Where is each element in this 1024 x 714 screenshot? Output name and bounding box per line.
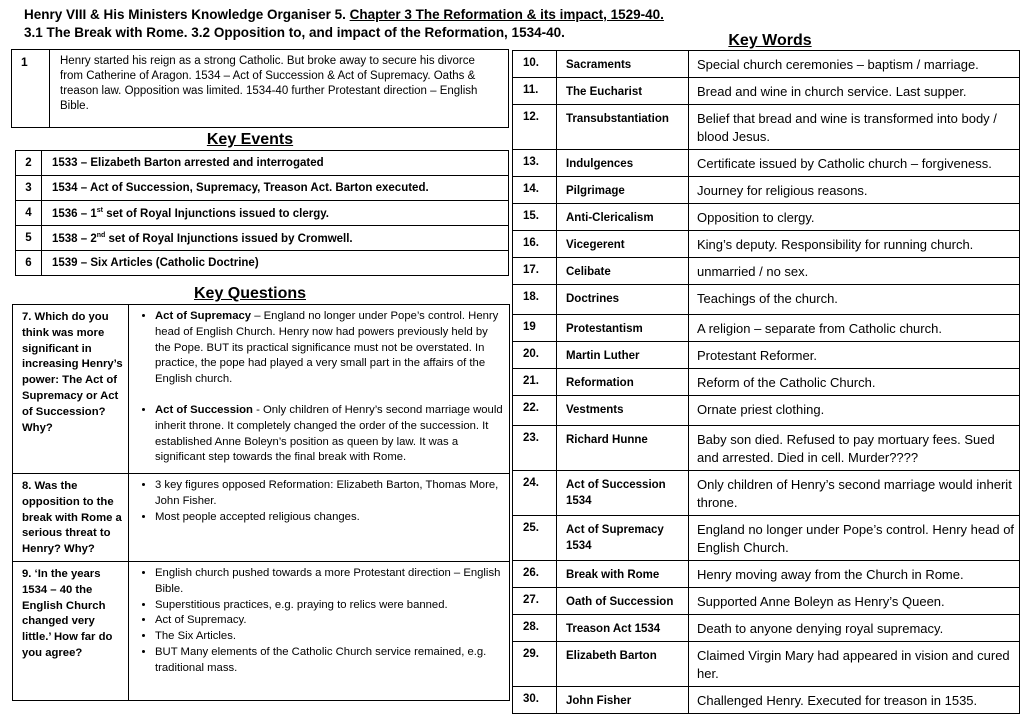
intro-number: 1 [12, 50, 50, 128]
key-word-number: 19 [513, 315, 557, 342]
key-word-term: Sacraments [557, 51, 689, 78]
key-word-term: Celibate [557, 258, 689, 285]
key-word-number: 26. [513, 561, 557, 588]
answer-cell [129, 562, 510, 701]
event-number: 2 [16, 151, 42, 176]
key-word-definition: Journey for religious reasons. [689, 177, 1020, 204]
key-word-definition: Henry moving away from the Church in Rome. [689, 561, 1020, 588]
answer-cell [129, 474, 510, 562]
intro-table [11, 49, 509, 128]
key-word-row [513, 687, 1020, 714]
event-row [16, 251, 509, 276]
event-text: 1536 – 1st set of Royal Injunctions issued to clergy. [42, 201, 509, 226]
answer-point: • Act of Supremacy. [155, 613, 503, 629]
event-text: 1533 – Elizabeth Barton arrested and interrogated [42, 151, 509, 176]
key-word-row [513, 285, 1020, 315]
key-word-definition: unmarried / no sex. [689, 258, 1020, 285]
answer-point: • Act of Supremacy – England no longer under Pope’s control. Henry head of English Church. Henry now had powers previously held by the Pope. BUT its practical significance must not be overstated. In practice, the pope had played a very small part in the affairs of the English church. [155, 309, 503, 388]
key-word-term: Indulgences [557, 150, 689, 177]
key-word-definition: Supported Anne Boleyn as Henry’s Queen. [689, 588, 1020, 615]
key-word-number: 27. [513, 588, 557, 615]
key-word-row [513, 204, 1020, 231]
key-word-definition: Protestant Reformer. [689, 342, 1020, 369]
event-row [16, 226, 509, 251]
key-word-row [513, 588, 1020, 615]
answer-point: • Act of Succession - Only children of Henry’s second marriage would inherit throne. It completely changed the order of the succession. It established Anne Boleyn’s position as queen by law. It was a significant step towards the final break with Rome. [155, 403, 503, 466]
key-word-number: 22. [513, 396, 557, 426]
question-text: 7. Which do you think was more significant in increasing Henry’s power: The Act of Supremacy or Act of Succession? Why? [13, 305, 129, 474]
event-text: 1534 – Act of Succession, Supremacy, Treason Act. Barton executed. [42, 176, 509, 201]
event-number: 5 [16, 226, 42, 251]
answer-point: • Most people accepted religious changes. [155, 510, 503, 526]
key-word-number: 10. [513, 51, 557, 78]
key-word-number: 11. [513, 78, 557, 105]
key-word-definition: Ornate priest clothing. [689, 396, 1020, 426]
event-row [16, 201, 509, 226]
event-number: 6 [16, 251, 42, 276]
key-word-row [513, 78, 1020, 105]
key-events-heading: Key Events [206, 131, 294, 148]
key-word-definition: Special church ceremonies – baptism / marriage. [689, 51, 1020, 78]
key-word-row [513, 51, 1020, 78]
key-word-row [513, 471, 1020, 516]
question-text: 8. Was the opposition to the break with Rome a serious threat to Henry? Why? [13, 474, 129, 562]
intro-text: Henry started his reign as a strong Catholic. But broke away to secure his divorce from Catherine of Aragon. 1534 – Act of Succession & Act of Supremacy. Oaths & treason law. Opposition was limited. 1534-40 further Protestant direction – English Bible. [50, 50, 509, 128]
key-word-term: John Fisher [557, 687, 689, 714]
answer-point: • BUT Many elements of the Catholic Church service remained, e.g. traditional mass. [155, 645, 503, 677]
key-questions-heading: Key Questions [193, 285, 307, 302]
question-row [13, 474, 510, 562]
question-row [13, 305, 510, 474]
key-word-definition: Opposition to clergy. [689, 204, 1020, 231]
key-word-number: 29. [513, 642, 557, 687]
key-word-number: 20. [513, 342, 557, 369]
key-word-term: Break with Rome [557, 561, 689, 588]
answer-point: • 3 key figures opposed Reformation: Elizabeth Barton, Thomas More, John Fisher. [155, 478, 503, 510]
key-word-term: Martin Luther [557, 342, 689, 369]
key-word-term: Vicegerent [557, 231, 689, 258]
key-word-term: Treason Act 1534 [557, 615, 689, 642]
answer-point: • The Six Articles. [155, 629, 503, 645]
key-word-row [513, 642, 1020, 687]
title-line-1 [24, 6, 724, 24]
key-word-definition: Teachings of the church. [689, 285, 1020, 315]
page-title [24, 6, 724, 42]
key-word-term: Transubstantiation [557, 105, 689, 150]
key-word-number: 18. [513, 285, 557, 315]
key-word-row [513, 396, 1020, 426]
title-line-2: 3.1 The Break with Rome. 3.2 Opposition to, and impact of the Reformation, 1534-40. [24, 25, 565, 40]
key-word-number: 23. [513, 426, 557, 471]
answer-cell [129, 305, 510, 474]
key-word-term: Vestments [557, 396, 689, 426]
key-word-row [513, 150, 1020, 177]
key-word-number: 15. [513, 204, 557, 231]
key-word-term: The Eucharist [557, 78, 689, 105]
key-events-table [15, 150, 509, 276]
key-word-row [513, 258, 1020, 285]
key-word-definition: Certificate issued by Catholic church – forgiveness. [689, 150, 1020, 177]
key-word-term: Act of Supremacy 1534 [557, 516, 689, 561]
key-word-row [513, 369, 1020, 396]
key-word-number: 28. [513, 615, 557, 642]
question-row [13, 562, 510, 701]
key-word-term: Pilgrimage [557, 177, 689, 204]
key-word-number: 24. [513, 471, 557, 516]
key-word-row [513, 615, 1020, 642]
key-word-number: 25. [513, 516, 557, 561]
key-word-row [513, 561, 1020, 588]
event-number: 3 [16, 176, 42, 201]
key-word-number: 12. [513, 105, 557, 150]
question-text: 9. ‘In the years 1534 – 40 the English Church changed very little.’ How far do you agree? [13, 562, 129, 701]
key-word-row [513, 177, 1020, 204]
answer-point: • Superstitious practices, e.g. praying to relics were banned. [155, 598, 503, 614]
key-word-definition: Baby son died. Refused to pay mortuary fees. Sued and arrested. Died in cell. Murder???? [689, 426, 1020, 471]
key-word-term: Doctrines [557, 285, 689, 315]
key-word-row [513, 426, 1020, 471]
key-word-number: 14. [513, 177, 557, 204]
key-word-number: 16. [513, 231, 557, 258]
key-word-number: 30. [513, 687, 557, 714]
key-questions-table [12, 304, 510, 701]
key-word-term: Act of Succession 1534 [557, 471, 689, 516]
key-word-term: Anti-Clericalism [557, 204, 689, 231]
event-text: 1538 – 2nd set of Royal Injunctions issued by Cromwell. [42, 226, 509, 251]
key-word-definition: Reform of the Catholic Church. [689, 369, 1020, 396]
event-row [16, 176, 509, 201]
key-words-table [512, 50, 1020, 714]
key-words-heading: Key Words [728, 32, 812, 49]
answer-point: • English church pushed towards a more Protestant direction – English Bible. [155, 566, 503, 598]
key-word-row [513, 342, 1020, 369]
key-word-definition: Claimed Virgin Mary had appeared in vision and cured her. [689, 642, 1020, 687]
key-word-definition: England no longer under Pope’s control. Henry head of English Church. [689, 516, 1020, 561]
key-word-row [513, 105, 1020, 150]
key-word-term: Reformation [557, 369, 689, 396]
event-row [16, 151, 509, 176]
event-text: 1539 – Six Articles (Catholic Doctrine) [42, 251, 509, 276]
key-word-term: Protestantism [557, 315, 689, 342]
key-word-term: Elizabeth Barton [557, 642, 689, 687]
key-word-definition: King’s deputy. Responsibility for running church. [689, 231, 1020, 258]
title-chapter: Chapter 3 The Reformation & its impact, 1529-40. [349, 7, 664, 22]
key-word-number: 21. [513, 369, 557, 396]
key-word-definition: Challenged Henry. Executed for treason in 1535. [689, 687, 1020, 714]
key-word-row [513, 231, 1020, 258]
event-number: 4 [16, 201, 42, 226]
key-word-definition: A religion – separate from Catholic church. [689, 315, 1020, 342]
key-word-row [513, 315, 1020, 342]
key-word-definition: Death to anyone denying royal supremacy. [689, 615, 1020, 642]
key-word-definition: Only children of Henry’s second marriage would inherit throne. [689, 471, 1020, 516]
key-word-term: Oath of Succession [557, 588, 689, 615]
key-word-definition: Belief that bread and wine is transformed into body / blood Jesus. [689, 105, 1020, 150]
title-main: Henry VIII & His Ministers Knowledge Organiser 5. [24, 7, 350, 22]
key-word-number: 13. [513, 150, 557, 177]
key-word-row [513, 516, 1020, 561]
key-word-definition: Bread and wine in church service. Last supper. [689, 78, 1020, 105]
key-word-number: 17. [513, 258, 557, 285]
key-word-term: Richard Hunne [557, 426, 689, 471]
